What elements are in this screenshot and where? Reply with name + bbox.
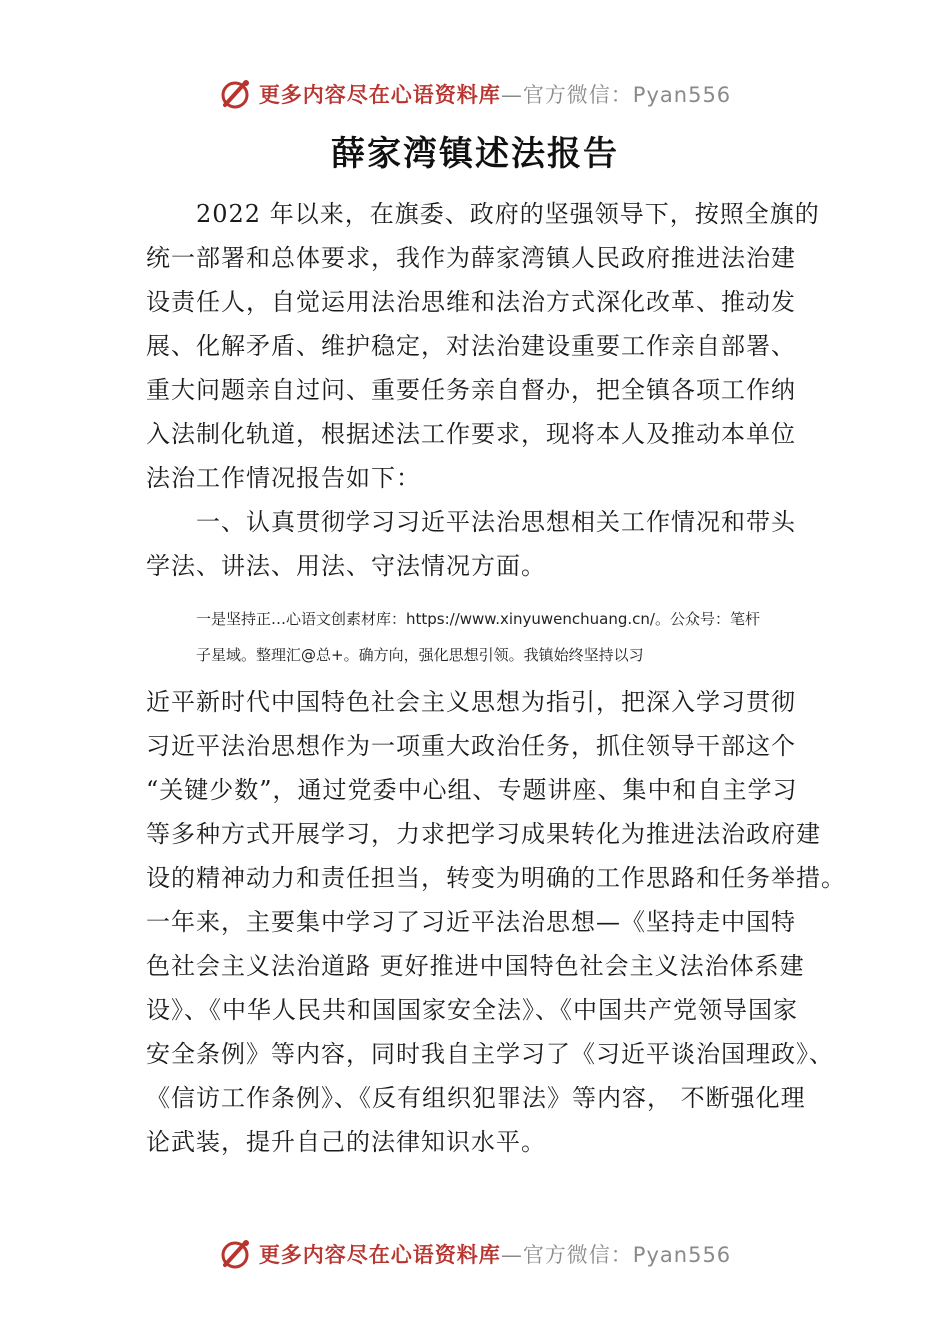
paragraph-body xyxy=(146,680,846,1164)
text-line: 近平新时代中国特色社会主义思想为指引，把深入学习贯彻 xyxy=(146,688,796,716)
brush-logo-icon xyxy=(219,1237,253,1271)
text-line: 一年来，主要集中学习了习近平法治思想—《坚持走中国特 xyxy=(146,908,796,936)
document-title: 薛家湾镇述法报告 xyxy=(331,134,619,174)
text-line: 展、化解矛盾、维护稳定，对法治建设重要工作亲自部署、 xyxy=(146,332,796,360)
footer-banner xyxy=(0,1232,950,1276)
small-note xyxy=(196,601,846,673)
text-line: 设责任人，自觉运用法治思维和法治方式深化改革、推动发 xyxy=(146,288,796,316)
text-line: 子星域。整理汇@总+。确方向，强化思想引领。我镇始终坚持以习 xyxy=(196,646,644,664)
section-heading-1 xyxy=(146,500,836,588)
banner-red-text: 更多内容尽在心语资料库 xyxy=(258,83,501,107)
text-line: 一、认真贯彻学习习近平法治思想相关工作情况和带头 xyxy=(146,508,796,536)
banner-gray-text: —官方微信：Pyan556 xyxy=(500,83,732,107)
text-line: 等多种方式开展学习，力求把学习成果转化为推进法治政府建 xyxy=(146,820,821,848)
text-line: 习近平法治思想作为一项重大政治任务，抓住领导干部这个 xyxy=(146,732,796,760)
text-line: 设》、《中华人民共和国国家安全法》、《中国共产党领导国家 xyxy=(146,996,798,1024)
text-line: 学法、讲法、用法、守法情况方面。 xyxy=(146,552,546,580)
text-line: “关键少数”，通过党委中心组、专题讲座、集中和自主学习 xyxy=(146,776,798,804)
header-banner xyxy=(0,72,950,116)
text-line: 色社会主义法治道路 更好推进中国特色社会主义法治体系建 xyxy=(146,952,805,980)
banner-red-text: 更多内容尽在心语资料库 xyxy=(258,1243,501,1267)
text-line: 论武装，提升自己的法律知识水平。 xyxy=(146,1128,546,1156)
paragraph-intro xyxy=(146,192,836,500)
text-line: 统一部署和总体要求，我作为薛家湾镇人民政府推进法治建 xyxy=(146,244,796,272)
text-line: 入法制化轨道，根据述法工作要求，现将本人及推动本单位 xyxy=(146,420,796,448)
text-line: 法治工作情况报告如下： xyxy=(146,464,421,492)
text-line: 安全条例》等内容，同时我自主学习了《习近平谈治国理政》、 xyxy=(146,1040,834,1068)
text-line: 重大问题亲自过问、重要任务亲自督办，把全镇各项工作纳 xyxy=(146,376,796,404)
banner-gray-text: —官方微信：Pyan556 xyxy=(500,1243,732,1267)
text-line: 2022 年以来，在旗委、政府的坚强领导下，按照全旗的 xyxy=(146,200,820,228)
text-line: 《信访工作条例》、《反有组织犯罪法》等内容， 不断强化理 xyxy=(146,1084,806,1112)
text-line: 设的精神动力和责任担当，转变为明确的工作思路和任务举措。 xyxy=(146,864,846,892)
brush-logo-icon xyxy=(219,77,253,111)
text-line: 一是坚持正…心语文创素材库：https://www.xinyuwenchuang.cn/。公众号：笔杆 xyxy=(196,610,760,628)
